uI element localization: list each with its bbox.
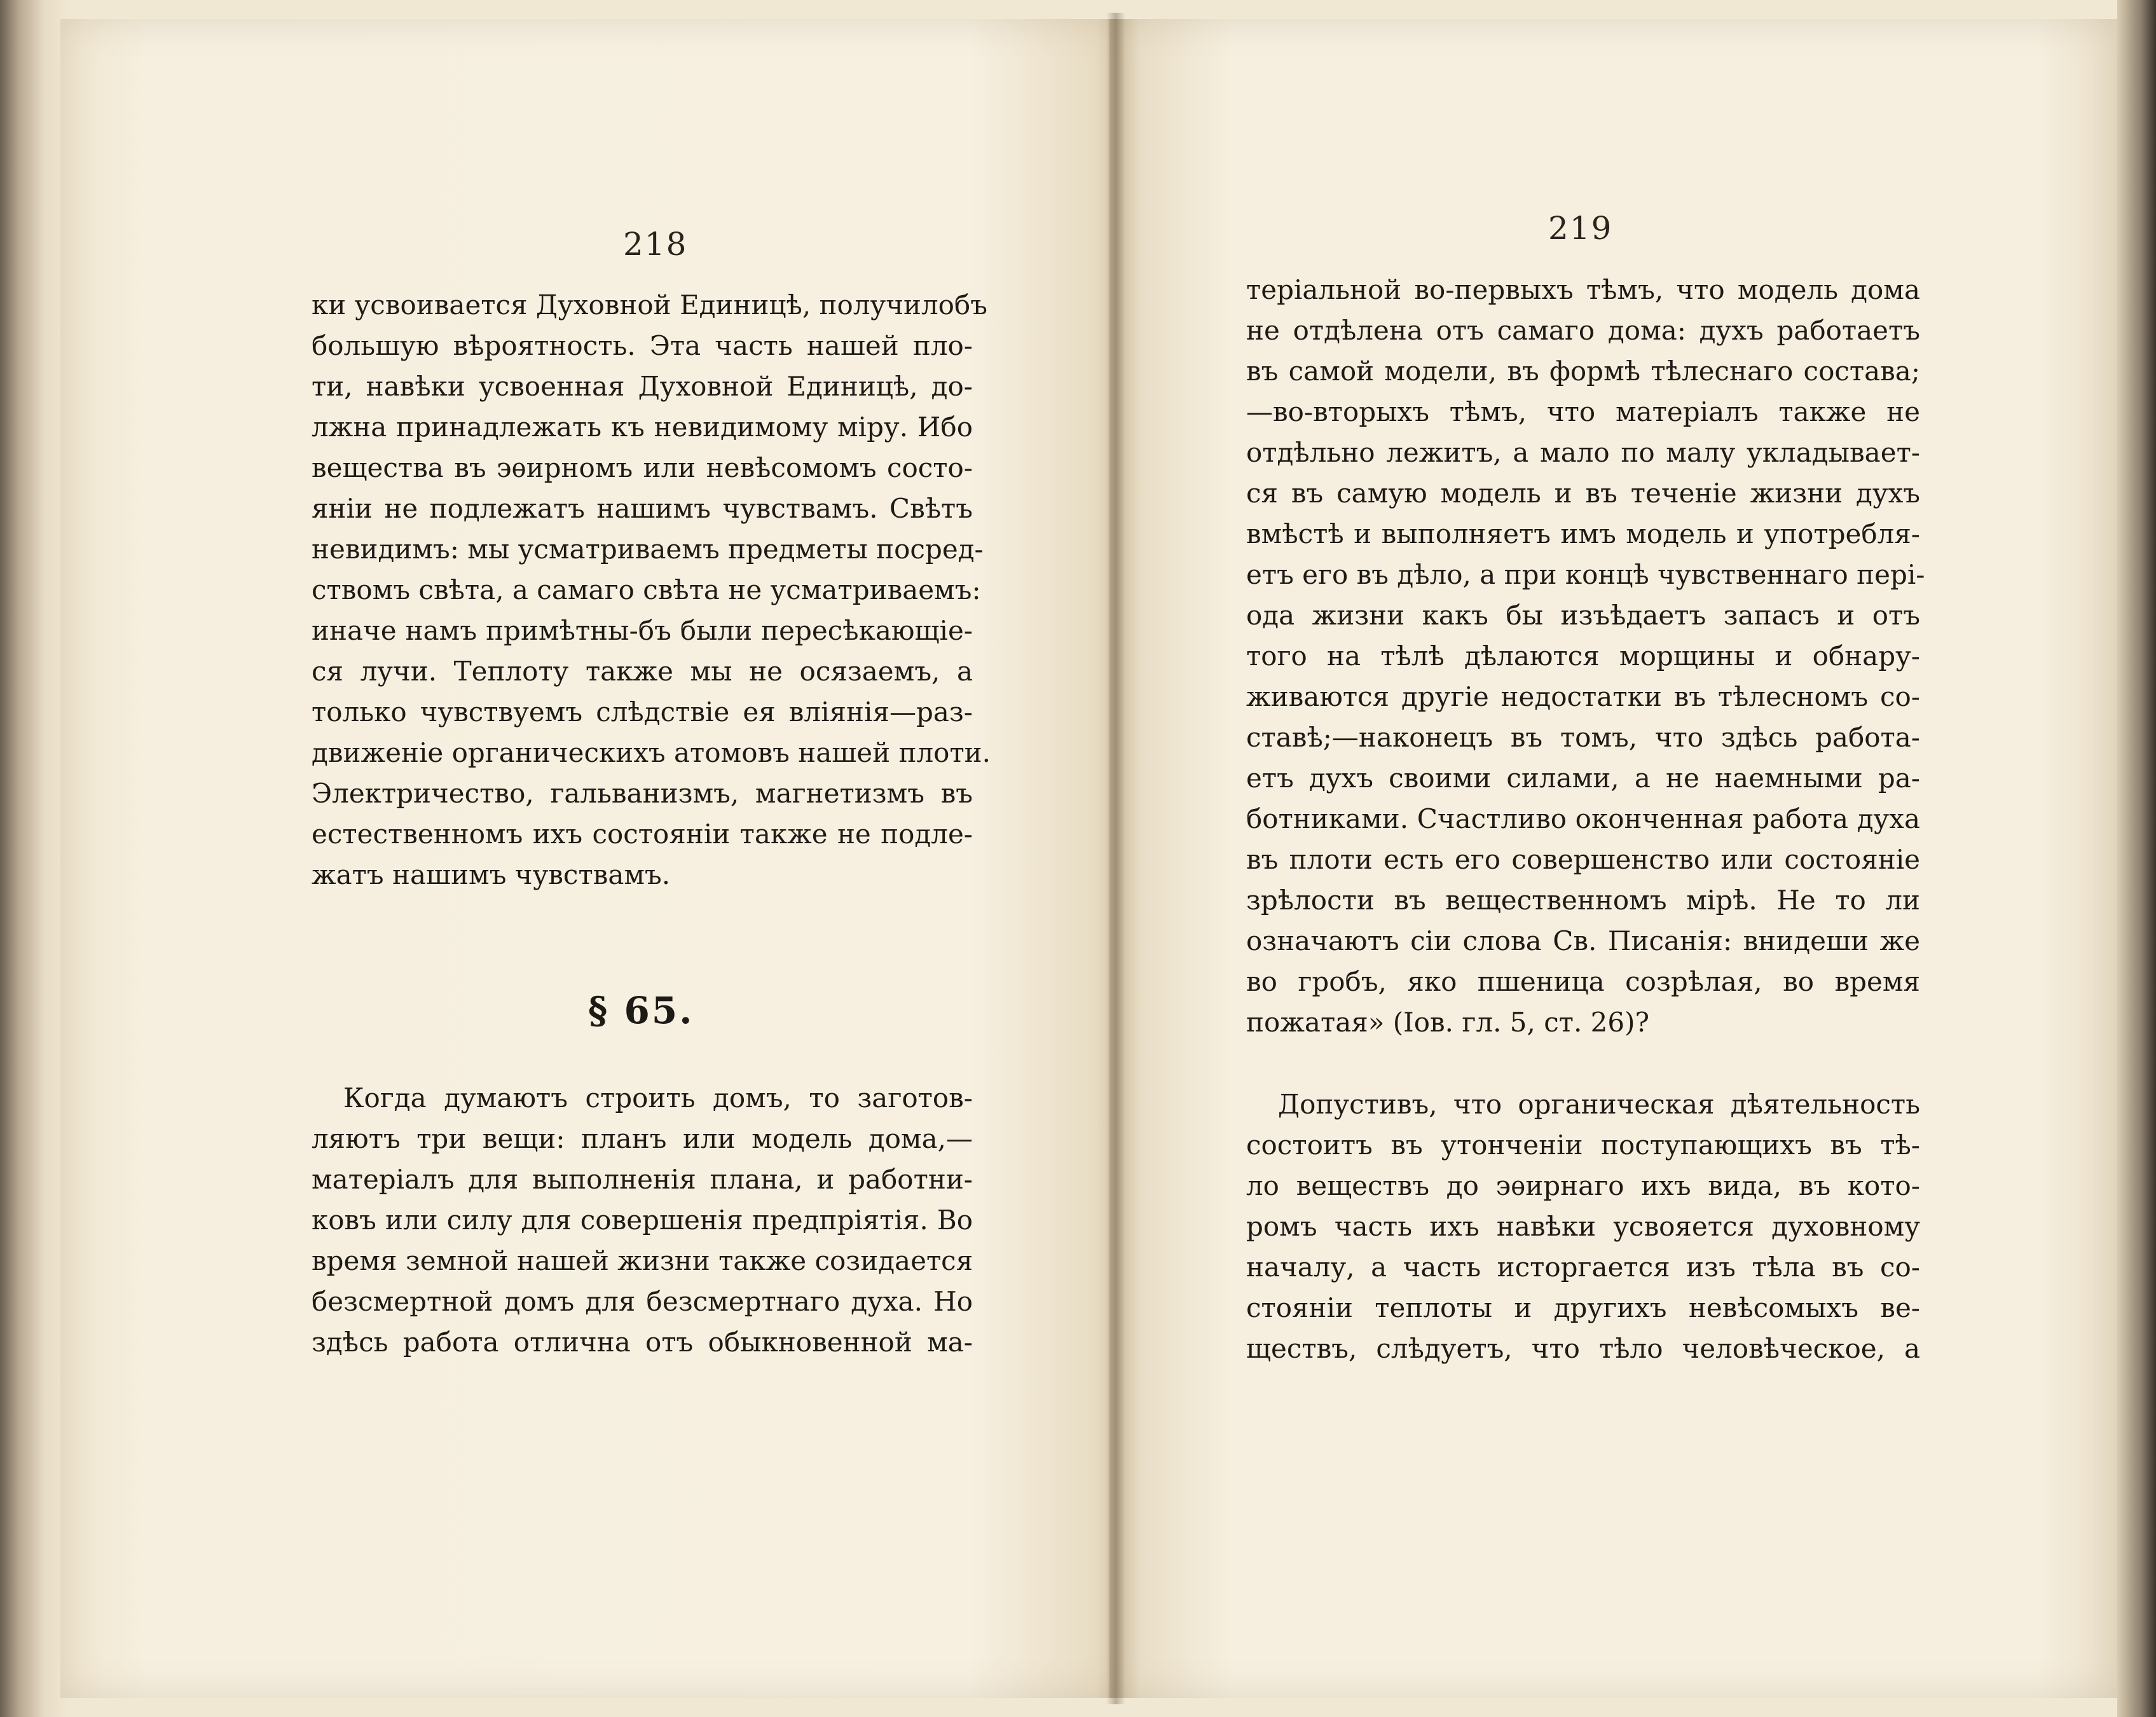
text-line: живаются другіе недостатки въ тѣлесномъ со- — [1246, 681, 1920, 712]
text-line: ся въ самую модель и въ теченіе жизни духъ — [1246, 478, 1920, 509]
text-line: жатъ нашимъ чувствамъ. — [312, 859, 671, 890]
text-line: означаютъ сіи слова Св. Писанія: внидеши же — [1246, 925, 1920, 956]
text-line: ся лучи. Теплоту также мы не осязаемъ, а — [312, 656, 973, 687]
text-line: вещества въ эѳирномъ или невѣсомомъ состо- — [312, 452, 973, 483]
text-line: стояніи теплоты и другихъ невѣсомыхъ ве- — [1246, 1292, 1920, 1323]
text-line: ти, навѣки усвоенная Духовной Единицѣ, до- — [312, 371, 973, 402]
text-line: того на тѣлѣ дѣлаются морщины и обнару- — [1246, 640, 1920, 672]
text-line: етъ его въ дѣло, а при концѣ чувственнаго пері- — [1246, 559, 1925, 590]
text-line: теріальной во-первыхъ тѣмъ, что модель дома — [1246, 274, 1920, 305]
left-page-number: 218 — [623, 226, 688, 263]
text-line: яніи не подлежатъ нашимъ чувствамъ. Свѣтъ — [312, 493, 973, 524]
text-line: безсмертной домъ для безсмертнаго духа. Но — [312, 1286, 973, 1317]
text-line: ода жизни какъ бы изъѣдаетъ запасъ и отъ — [1246, 600, 1920, 631]
text-line: ствомъ свѣта, а самаго свѣта не усматриваемъ: — [312, 574, 981, 605]
text-line: ляютъ три вещи: планъ или модель дома,— — [312, 1123, 973, 1154]
text-line: въ плоти есть его совершенство или состояніе — [1246, 844, 1920, 875]
text-line: етъ духъ своими силами, а не наемными ра- — [1246, 762, 1920, 794]
text-line: вмѣстѣ и выполняетъ имъ модель и употребля- — [1246, 518, 1920, 549]
text-line: иначе намъ примѣтны-бъ были пересѣкающіе- — [312, 615, 973, 646]
text-line: отдѣльно лежитъ, а мало по малу укладывает- — [1246, 437, 1920, 468]
text-line: ло веществъ до эѳирнаго ихъ вида, въ кото- — [1246, 1170, 1920, 1201]
text-line: ки усвоивается Духовной Единицѣ, получилобъ — [312, 289, 987, 321]
page-edge-shadow — [2117, 0, 2156, 1717]
text-line: въ самой модели, въ формѣ тѣлеснаго состава; — [1246, 355, 1920, 387]
right-paragraph-2 — [1246, 1084, 1920, 1369]
text-line: Допустивъ, что органическая дѣятельность — [1278, 1089, 1920, 1120]
text-line: ставѣ;—наконецъ въ томъ, что здѣсь работа- — [1246, 722, 1920, 753]
text-line: ботниками. Счастливо оконченная работа духа — [1246, 803, 1920, 834]
text-line: только чувствуемъ слѣдствіе ея вліянія—раз- — [312, 696, 973, 727]
text-line: матеріалъ для выполненія плана, и работни- — [312, 1164, 973, 1195]
text-line: не отдѣлена отъ самаго дома: духъ работаетъ — [1246, 315, 1920, 346]
right-paragraph-1 — [1246, 270, 1925, 1043]
text-line: ромъ часть ихъ навѣки усвояется духовному — [1246, 1211, 1920, 1242]
text-line: Электричество, гальванизмъ, магнетизмъ въ — [312, 778, 973, 809]
text-line: —во-вторыхъ тѣмъ, что матеріалъ также не — [1246, 396, 1920, 427]
text-line: лжна принадлежать къ невидимому міру. Ибо — [312, 411, 973, 443]
text-line: ковъ или силу для совершенія предпріятія. Во — [312, 1204, 973, 1236]
text-line: здѣсь работа отлична отъ обыкновенной ма- — [312, 1327, 973, 1358]
book-gutter — [1106, 13, 1125, 1704]
text-line: во гробъ, яко пшеница созрѣлая, во время — [1246, 966, 1920, 997]
text-line: началу, а часть исторгается изъ тѣла въ со- — [1246, 1252, 1920, 1283]
text-line: движеніе органическихъ атомовъ нашей плоти. — [312, 737, 991, 768]
right-page-number: 219 — [1548, 210, 1613, 247]
text-line: естественномъ ихъ состояніи также не подле- — [312, 818, 973, 850]
text-line: состоитъ въ утонченіи поступающихъ въ тѣ- — [1246, 1129, 1920, 1161]
text-line: ществъ, слѣдуетъ, что тѣло человѣческое, а — [1246, 1333, 1920, 1364]
left-paragraph-2 — [312, 1078, 973, 1363]
text-line: пожатая» (Іов. гл. 5, ст. 26)? — [1246, 1007, 1649, 1038]
section-heading: § 65. — [588, 989, 694, 1032]
left-paragraph-1 — [312, 285, 991, 895]
text-line: зрѣлости въ вещественномъ мірѣ. Не то ли — [1246, 885, 1920, 916]
text-line: невидимъ: мы усматриваемъ предметы посред- — [312, 534, 984, 565]
text-line: время земной нашей жизни также созидается — [312, 1245, 973, 1276]
text-line: Когда думаютъ строить домъ, то заготов- — [343, 1082, 973, 1114]
text-line: большую вѣроятность. Эта часть нашей пло- — [312, 330, 973, 361]
